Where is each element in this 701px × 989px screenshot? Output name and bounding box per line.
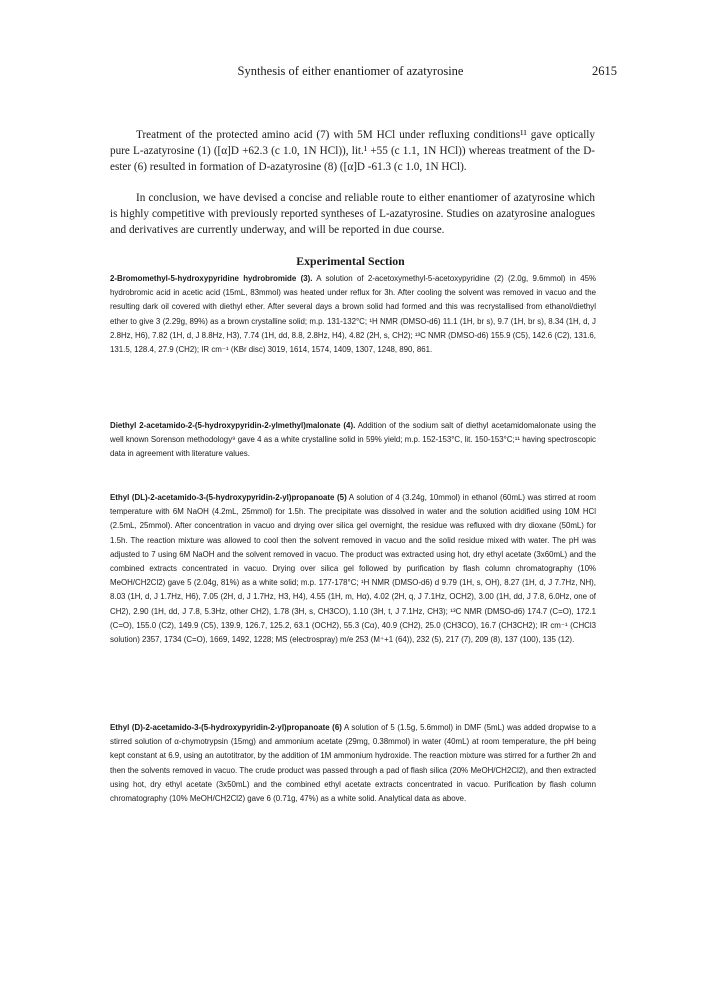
compound-name: Ethyl (D)-2-acetamido-3-(5-hydroxypyridin-2-yl)propanoate (6) [110, 723, 342, 732]
compound-name: Diethyl 2-acetamido-2-(5-hydroxypyridin-2-ylmethyl)malonate (4). [110, 421, 356, 430]
compound-name: 2-Bromomethyl-5-hydroxypyridine hydrobromide (3). [110, 274, 313, 283]
experimental-paragraph [110, 419, 596, 462]
experimental-paragraph [110, 721, 596, 806]
experimental-paragraph [110, 272, 596, 357]
running-title: Synthesis of either enantiomer of azatyrosine [237, 64, 464, 78]
body-paragraph: In conclusion, we have devised a concise and reliable route to either enantiomer of azatyrosine which is highly competitive with previously reported syntheses of L-azatyrosine. Studies on azatyrosine analogues and derivatives are currently underway, and will be reported in due course. [110, 192, 595, 236]
procedure-text: A solution of 4 (3.24g, 10mmol) in ethanol (60mL) was stirred at room temperature with 6M NaOH (4.2mL, 25mmol) for 1.5h. The precipitate was dissolved in water and the solution acidified using 10M HCl (2.5mL, 25mmol). After concentration in vacuo and drying over silica gel overnight, the residue was refluxed with dry dioxane (50mL) for 1.5h. The reaction mixture was allowed to cool then the solvent removed in vacuo and the solid residue mixed with water. The pH was adjusted to 7 using 6M NaOH and the solvent removed in vacuo. The product was extracted using hot, dry ethyl acetate (3x60mL) and the combined extracts concentrated in vacuo. Drying over silica gel followed by purification by flash column chromatography (10% MeOH/CH2Cl2) gave 5 (2.04g, 81%) as a white solid; m.p. 177-178°C; ¹H NMR (DMSO-d6) d 9.79 (1H, s, OH), 8.27 (1H, d, J 7.7Hz, NH), 8.03 (1H, d, J 1.7Hz, H6), 7.05 (2H, d, J 1.7Hz, H3, H4), 4.55 (1H, m, Hα), 4.02 (2H, q, J 7.1Hz, OCH2), 3.00 (1H, dd, J 7.8, 6.0Hz, one of CH2), 2.90 (1H, dd, J 7.8, 5.3Hz, other CH2), 1.78 (3H, s, CH3CO), 1.10 (3H, t, J 7.1Hz, CH3); ¹³C NMR (DMSO-d6) 174.7 (C=O), 172.1 (C=O), 155.0 (C2), 149.9 (C5), 139.9, 126.7, 125.2, 63.1 (OCH2), 55.3 (Cα), 40.9 (CH2), 25.0 (CH3CO), 16.7 (CH3CH2); IR cm⁻¹ (CHCl3 solution) 2357, 1734 (C=O), 1669, 1492, 1228; MS (electrospray) m/e 253 (M⁺+1 (64)), 232 (5), 217 (7), 209 (8), 137 (100), 135 (12). [110, 493, 596, 645]
section-heading: Experimental Section [296, 254, 405, 268]
procedure-text: Addition of the sodium salt of diethyl acetamidomalonate using the well known Sorenson methodology⁹ gave 4 as a white crystalline solid in 59% yield; m.p. 152-153°C, lit. 150-153°C;¹¹ having spectroscopic data in agreement with literature values. [110, 421, 596, 459]
body-paragraph: Treatment of the protected amino acid (7) with 5M HCl under refluxing conditions¹¹ gave optically pure L-azatyrosine (1) ([α]D +62.3 (c 1.0, 1N HCl)), lit.¹ +55 (c 1.1, 1N HCl)) whereas treatment of the D-ester (6) resulted in formation of D-azatyrosine (8) ([α]D -61.3 (c 1.0, 1N HCl). [110, 129, 595, 173]
page-number: 2615 [592, 64, 617, 78]
experimental-paragraph [110, 491, 596, 647]
procedure-text: A solution of 2-acetoxymethyl-5-acetoxypyridine (2) (2.0g, 9.6mmol) in 45% hydrobromic acid in acetic acid (15mL, 83mmol) was heated under reflux for 3h. After cooling the solvent was removed in vacuo and the resulting dark oil covered with diethyl ether. After several days a brown solid had formed and this was recrystallised from ethanol/diethyl ether to give 3 (2.29g, 89%) as a brown crystalline solid; m.p. 131-132°C; ¹H NMR (DMSO-d6) 11.1 (1H, br s), 9.7 (1H, br s), 8.34 (1H, d, J 2.8Hz, H6), 7.82 (1H, d, J 8.8Hz, H3), 7.74 (1H, dd, 8.8, 2.8Hz, H4), 4.82 (2H, s, CH2); ¹³C NMR (DMSO-d6) 155.9 (C5), 142.6 (C2), 131.6, 131.5, 128.4, 27.9 (CH2); IR cm⁻¹ (KBr disc) 3019, 1614, 1574, 1409, 1307, 1248, 890, 861. [110, 274, 596, 355]
compound-name: Ethyl (DL)-2-acetamido-3-(5-hydroxypyridin-2-yl)propanoate (5) [110, 493, 347, 502]
procedure-text: A solution of 5 (1.5g, 5.6mmol) in DMF (5mL) was added dropwise to a stirred solution of α-chymotrypsin (15mg) and ammonium acetate (29mg, 0.38mmol) in water (40mL) at room temperature, the pH being kept constant at 6.9, using an autotitrator, by the addition of 1M ammonium hydroxide. The reaction mixture was stirred for a further 2h and then the solvents removed in vacuo. The crude product was passed through a pad of flash silica (20% MeOH/CH2Cl2), and then extracted using hot, dry ethyl acetate (3x50mL) and the combined ethyl acetate extracts concentrated in vacuo. Purification by flash column chromatography (10% MeOH/CH2Cl2) gave 6 (0.71g, 47%) as a white solid. Analytical data as above. [110, 723, 596, 804]
